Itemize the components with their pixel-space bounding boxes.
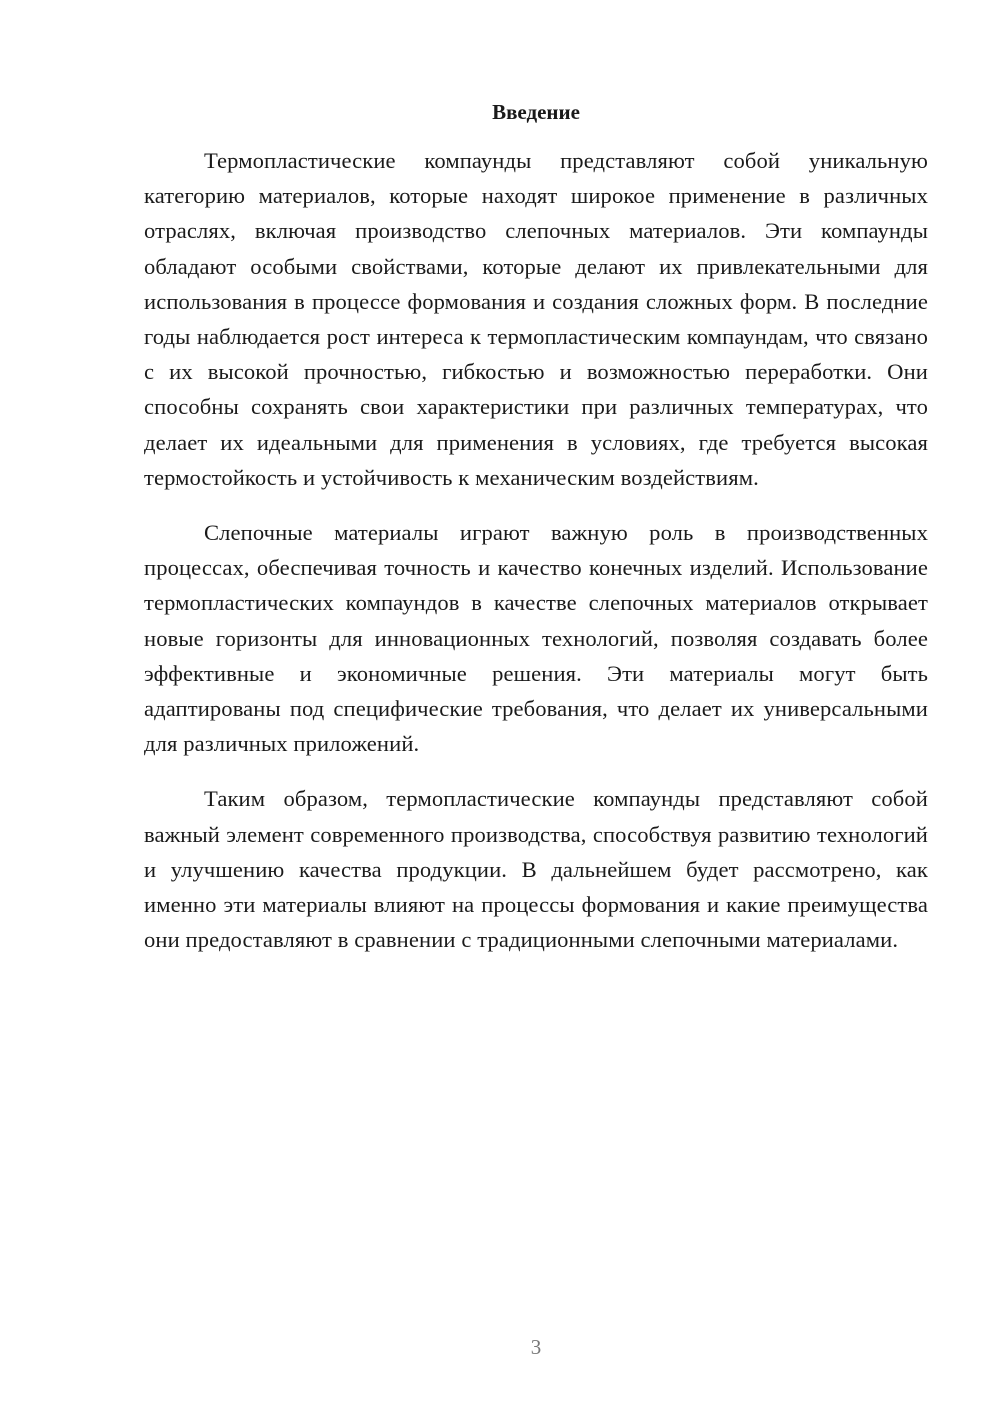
paragraph-3: Таким образом, термопластические компаунды представляют собой важный элемент современного производства, способствуя развитию технологий и улучшению качества продукции. В дальнейшем будет рассмотрено, как именно эти материалы влияют на процессы формования и какие преимущества они предоставляют в сравнении с традиционными слепочными материалами. bbox=[144, 786, 928, 953]
body-text bbox=[144, 143, 928, 977]
section-title: Введение bbox=[492, 100, 580, 124]
paragraph-1: Термопластические компаунды представляют собой уникальную категорию материалов, которые находят широкое применение в различных отраслях, включая производство слепочных материалов. Эти компаунды обладают особыми свойствами, которые делают их привлекательными для использования в процессе формования и создания сложных форм. В последние годы наблюдается рост интереса к термопластическим компаундам, что связано с их высокой прочностью, гибкостью и возможностью переработки. Они способны сохранять свои характеристики при различных температурах, что делает их идеальными для применения в условиях, где требуется высокая термостойкость и устойчивость к механическим воздействиям. bbox=[144, 148, 928, 490]
page-number: 3 bbox=[530, 1335, 542, 1359]
paragraph-2: Слепочные материалы играют важную роль в производственных процессах, обеспечивая точность и качество конечных изделий. Использование термопластических компаундов в качестве слепочных материалов открывает новые горизонты для инновационных технологий, позволяя создавать более эффективные и экономичные решения. Эти материалы могут быть адаптированы под специфические требования, что делает их универсальными для различных приложений. bbox=[144, 520, 928, 757]
